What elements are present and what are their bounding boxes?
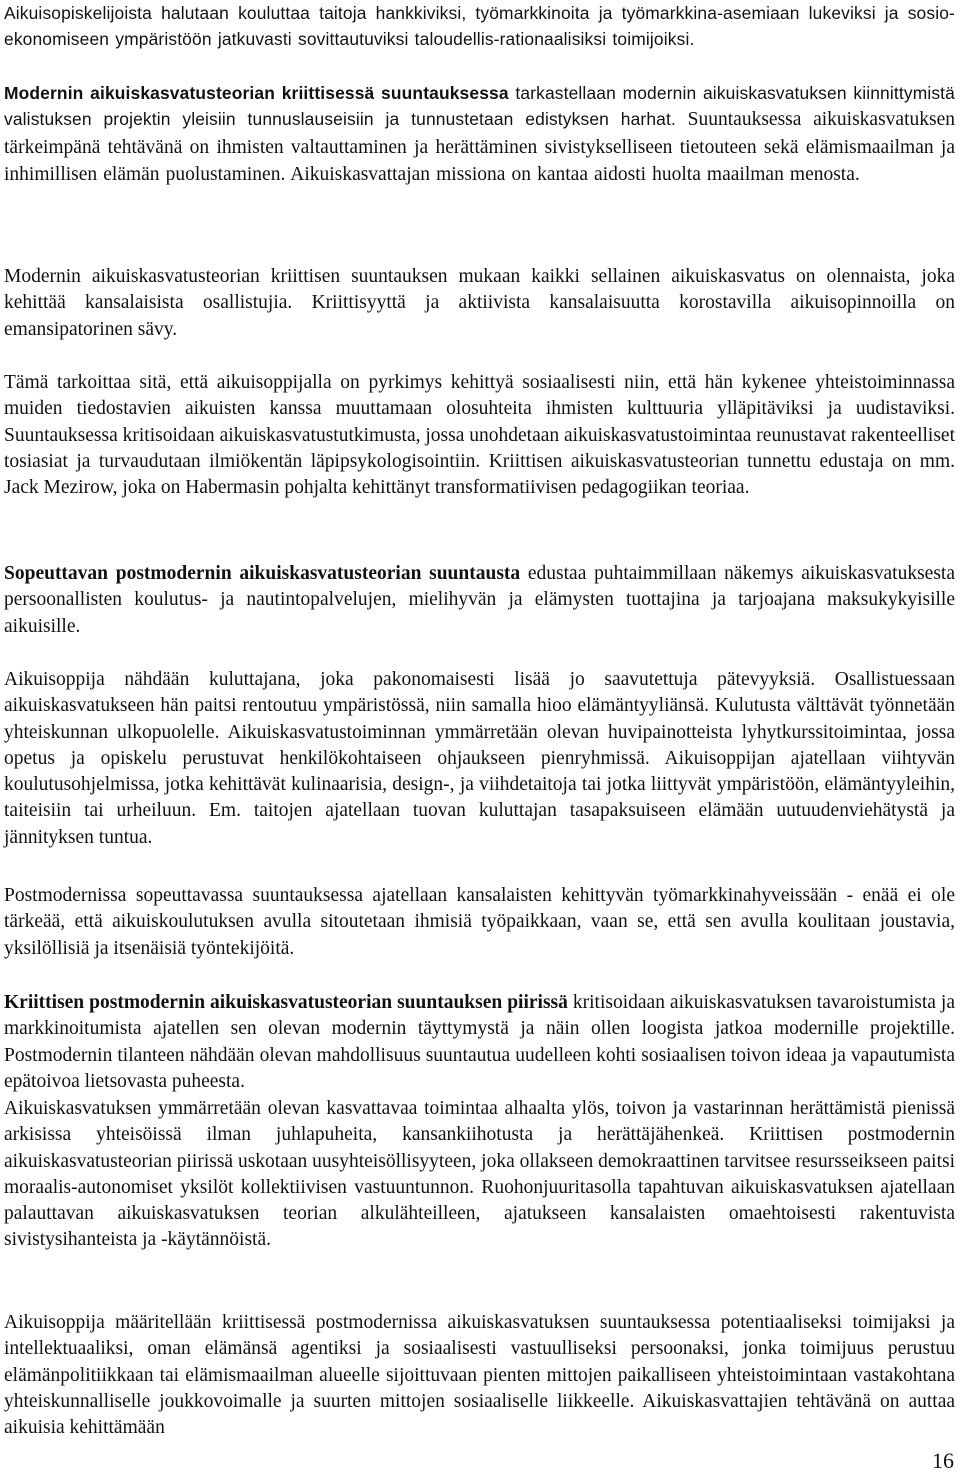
- paragraph-adaptive-postmodern-text: edustaa puhtaimmillaan näkemys aikuiskasvatuksesta persoonallisten koulutus- ja nautintopalvelujen, mielihyvän ja elämysten tuottajina ja tarjoajana maksukykyisille aikuisille.: [4, 563, 955, 637]
- paragraph-learner-agent: Aikuisoppija määritellään kriittisessä postmodernissa aikuiskasvatuksen suuntauksessa potentiaaliseksi toimijaksi ja intellektuaaliksi, oman elämänsä agentiksi ja sosiaalisesti vastuulliseksi persoonaksi, jonka toimijuus perustuu elämänpolitiikkaan tai elämismaailman alueelle sijoittuvaan pienten mittojen paikalliseen yhteistoimintaan vastakohtana yhteiskunnalliselle joukkovoimalle ja suurten mittojen sosiaaliselle liikkeelle. Aikuiskasvattajien tehtävänä on auttaa aikuisia kehittämään: [4, 1312, 955, 1439]
- paragraph-intro: Aikuisopiskelijoista halutaan kouluttaa taitoja hankkiviksi, työmarkkinoita ja työmarkkina-asemiaan lukeviksi ja sosio-ekonomiseen ympäristöön jatkuvasti sovittautuviksi taloudellis-rationaalisiksi toimijoiksi.: [4, 3, 955, 50]
- paragraph-social-development: Tämä tarkoittaa sitä, että aikuisoppijalla on pyrkimys kehittyä sosiaalisesti niin, että hän kykenee yhteistoiminnassa muiden tiedostavien aikuisten kanssa muuttamaan olosuhteita ihmisten kulttuuria ylläpitäviksi ja uudistaviksi. Suuntauksessa kritisoidaan aikuiskasvatustutkimusta, jossa unohdetaan aikuiskasvatustoimintaa reunustavat rakenteelliset tosiasiat ja turvaudutaan ilmiökentän läpipsykologisointiin. Kriittisen aikuiskasvatusteorian tunnettu edustaja on mm. Jack Mezirow, joka on Habermasin pohjalta kehittänyt transformatiivisen pedagogiikan teoriaa.: [4, 372, 955, 499]
- paragraph-grassroots: Aikuiskasvatuksen ymmärretään olevan kasvattavaa toimintaa alhaalta ylös, toivon ja vastarinnan herättämistä pienissä arkisissa yhteisöissä ilman juhlapuheita, kansankiihotusta ja herättäjähenkeä. Kriittisen postmodernin aikuiskasvatusteorian piirissä uskotaan uusyhteisöllisyyteen, joka ollakseen demokraattinen tarvitsee resursseikseen paitsi moraalis-autonomiset yksilöt kollektiivisen vastuuntunnon. Ruohonjuuritasolla tapahtuvan aikuiskasvatuksen ajatellaan palauttavan aikuiskasvatuksen teorian alkulähteilleen, ajatukseen kansalaisten omaehtoisesti rakentuvista sivistysihanteista ja -käytännöistä.: [4, 1098, 955, 1251]
- paragraph-work-virtues: Postmodernissa sopeuttavassa suuntauksessa ajatellaan kansalaisten kehittyvän työmarkkinahyveissään - enää ei ole tärkeää, että aikuiskoulutuksen avulla sitoutetaan ihmisiä työpaikkaan, vaan se, että sen avulla koulitaan joustavia, yksilöllisiä ja itsenäisiä työntekijöitä.: [4, 885, 955, 959]
- paragraph-critical-postmodern: [4, 990, 955, 1095]
- paragraph-critical-modern: [4, 80, 955, 188]
- page-number: 16: [932, 1448, 954, 1473]
- heading-critical-modern: Modernin aikuiskasvatusteorian kriittisessä suuntauksessa: [4, 83, 509, 103]
- heading-adaptive-postmodern: Sopeuttavan postmodernin aikuiskasvatusteorian suuntausta: [4, 563, 521, 584]
- paragraph-adaptive-postmodern: [4, 561, 955, 640]
- paragraph-participants: Modernin aikuiskasvatusteorian kriittisen suuntauksen mukaan kaikki sellainen aikuiskasvatus on olennaista, joka kehittää kansalaisista osallistujia. Kriittisyyttä ja aktiivista kansalaisuutta korostavilla aikuisopinnoilla on emansipatorinen sävy.: [4, 266, 955, 340]
- paragraph-critical-postmodern-text: kritisoidaan aikuiskasvatuksen tavaroistumista ja markkinoitumista ajatellen sen olevan modernin täyttymystä ja näin ollen loogista jatkoa modernille projektille. Postmodernin tilanteen nähdään olevan mahdollisuus suuntautua uudelleen kohti sosiaalisen toivon ideaa ja vapautumista epätoivoa lietsovasta puheesta.: [4, 992, 955, 1092]
- paragraph-critical-modern-text-2: Suuntauksessa aikuiskasvatuksen tärkeimpänä tehtävänä on ihmisten valtauttaminen ja herättäminen sivistykselliseen tietouteen sekä elämismaailman ja inhimillisen elämän puolustaminen. Aikuiskasvattajan missiona on kantaa aidosti huolta maailman menosta.: [4, 109, 955, 185]
- heading-critical-postmodern: Kriittisen postmodernin aikuiskasvatusteorian suuntauksen piirissä: [4, 992, 568, 1013]
- paragraph-critical-modern-text: tarkastellaan modernin aikuiskasvatuksen kiinnittymistä valistuksen projektin yleisiin tunnuslauseisiin ja tunnustetaan edistyksen harhat.: [4, 83, 955, 130]
- paragraph-consumer: Aikuisoppija nähdään kuluttajana, joka pakonomaisesti lisää jo saavutettuja pätevyyksiä. Osallistuessaan aikuiskasvatukseen hän paitsi rentoutuu ympäristössä, niin samalla hioo elämäntyyliänsä. Kulutusta välttävät työnnetään yhteiskunnan ulkopuolelle. Aikuiskasvatustoiminnan ymmärretään olevan huvipainotteista lyhytkurssitoimintaa, jossa opetus ja opiskelu perustuvat henkilökohtaiseen ohjaukseen pienryhmissä. Aikuisoppijan ajatellaan viihtyvän koulutusohjelmissa, jotka kehittävät kulinaarisia, design-, ja viihdetaitoja tai jotka liittyvät ympäristöön, elämäntyyleihin, taiteisiin tai urheiluun. Em. taitojen ajatellaan tuovan kuluttajan tasapaksuiseen elämään uutuudenviehätystä ja jännityksen tuntua.: [4, 669, 955, 848]
